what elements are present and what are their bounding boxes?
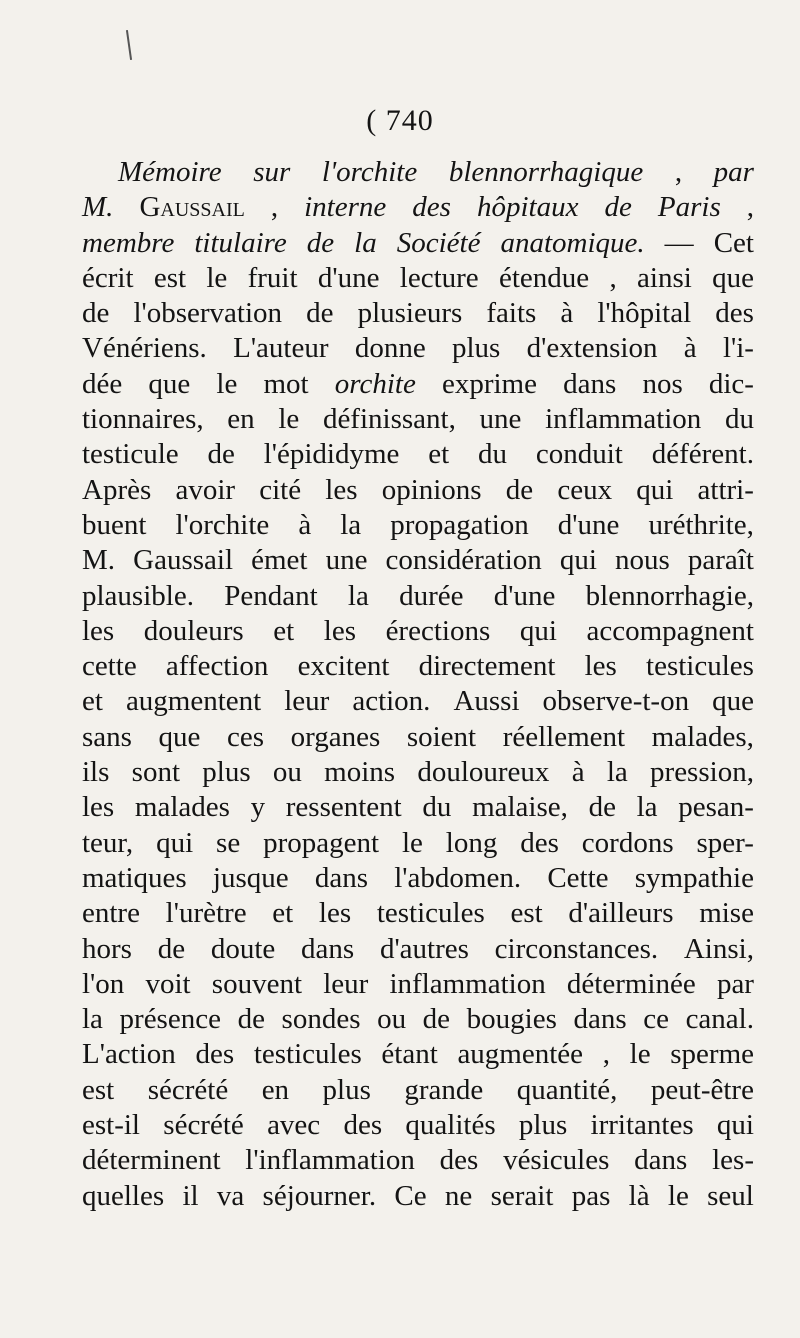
word: les xyxy=(325,473,358,506)
word: attri- xyxy=(697,473,754,506)
text-line xyxy=(82,1073,754,1108)
word: sécrété xyxy=(147,1073,229,1106)
word: les xyxy=(82,791,115,824)
word: des xyxy=(195,1038,235,1071)
word: l'inflammation xyxy=(245,1144,415,1177)
word: de xyxy=(82,297,110,330)
text-line xyxy=(82,826,754,861)
word: serait xyxy=(490,1179,554,1212)
word: le xyxy=(401,826,423,859)
word: sondes xyxy=(281,1003,361,1036)
word: l'urètre xyxy=(165,897,247,930)
word: dans xyxy=(563,367,617,400)
word: pas xyxy=(571,1179,611,1212)
word: et xyxy=(273,614,295,647)
word: ou xyxy=(272,756,302,789)
word: écrit xyxy=(82,261,134,294)
word: étendue xyxy=(498,261,590,294)
word: exprime xyxy=(441,367,537,400)
word: et xyxy=(272,897,294,930)
word: Société xyxy=(396,226,481,259)
word: Ce xyxy=(394,1179,427,1212)
text-line xyxy=(82,896,754,931)
word: augmentée xyxy=(457,1038,584,1071)
word: d'extension xyxy=(526,332,658,365)
word: l'hôpital xyxy=(597,297,692,330)
word: déterminée xyxy=(566,967,696,1000)
word: des xyxy=(520,826,559,859)
word: vésicules xyxy=(503,1144,610,1177)
text-line xyxy=(82,543,754,578)
word: la xyxy=(354,226,377,259)
word: par xyxy=(713,156,754,188)
word: sont xyxy=(131,756,181,789)
word: les xyxy=(584,650,617,683)
word: hors xyxy=(82,932,132,965)
word: ce xyxy=(643,1003,669,1036)
word: inflammation xyxy=(545,403,702,436)
word: testicules xyxy=(646,650,754,683)
word: sur xyxy=(253,156,291,188)
word: dic- xyxy=(708,367,754,400)
word: la xyxy=(340,508,362,541)
word: entre xyxy=(82,897,140,930)
word: ils xyxy=(82,756,110,789)
word: de xyxy=(207,438,235,471)
word: l'observation xyxy=(133,297,283,330)
word: accompagnent xyxy=(586,614,754,647)
word: bougies xyxy=(466,1003,557,1036)
word: ceux xyxy=(557,473,613,506)
word: d'autres xyxy=(379,932,469,965)
word: sperme xyxy=(670,1038,754,1071)
word: est xyxy=(510,897,543,930)
word: l'abdomen. xyxy=(394,861,522,894)
word: est xyxy=(82,1073,115,1106)
word: érections xyxy=(385,614,491,647)
word: l'orchite xyxy=(321,156,418,188)
text-line xyxy=(82,649,754,684)
word: de xyxy=(604,191,632,224)
word: de xyxy=(306,297,334,330)
word: est xyxy=(153,261,187,294)
text-line xyxy=(82,1037,754,1072)
word: en xyxy=(227,403,255,436)
text-line xyxy=(82,508,754,543)
word: qui xyxy=(156,826,194,859)
word: souvent xyxy=(211,967,303,1000)
text-line xyxy=(82,226,754,261)
word: du xyxy=(724,403,754,436)
word: Cet xyxy=(713,226,754,259)
word: Cette xyxy=(547,861,609,894)
text-line xyxy=(82,1179,754,1214)
word: que xyxy=(148,367,191,400)
word: le xyxy=(667,1179,689,1212)
word: le xyxy=(629,1038,651,1071)
word: peut-être xyxy=(650,1073,754,1106)
word: doute xyxy=(210,932,276,965)
word: propagent xyxy=(263,826,380,859)
word: sécrété xyxy=(163,1109,244,1142)
word: l'on xyxy=(82,967,125,1000)
word: la xyxy=(347,579,369,612)
word: la xyxy=(636,791,658,824)
word: testicules xyxy=(253,1038,362,1071)
text-line xyxy=(82,367,754,402)
word: que xyxy=(158,720,201,753)
word: nous xyxy=(615,544,670,577)
word: dans xyxy=(634,1144,688,1177)
word: tionnaires, xyxy=(82,403,204,436)
word: est-il xyxy=(82,1109,140,1142)
word: là xyxy=(628,1179,650,1212)
body-text xyxy=(82,155,754,1214)
word: présence xyxy=(119,1003,221,1036)
word: de xyxy=(588,791,616,824)
word: L'auteur xyxy=(233,332,329,365)
word: le xyxy=(216,367,238,400)
word: déférent. xyxy=(651,438,754,471)
word: plus xyxy=(322,1073,371,1106)
word: , xyxy=(746,191,754,224)
page-number: ( 740 xyxy=(366,104,434,137)
word: dée xyxy=(82,367,123,400)
word: membre xyxy=(82,226,175,259)
word: conduit xyxy=(535,438,623,471)
word: ne xyxy=(444,1179,473,1212)
word: orchite xyxy=(334,367,416,400)
word: de xyxy=(306,226,335,259)
word: séjourner. xyxy=(262,1179,377,1212)
word: douleurs xyxy=(143,614,244,647)
word: teur, xyxy=(82,826,134,859)
word: malades, xyxy=(651,720,754,753)
word: faits xyxy=(486,297,537,330)
word: l'épididyme xyxy=(263,438,400,471)
word: mise xyxy=(699,897,754,930)
text-line xyxy=(82,1002,754,1037)
word: qualités xyxy=(405,1109,496,1142)
word: M. xyxy=(82,191,114,224)
word: il xyxy=(182,1179,199,1212)
word: les xyxy=(318,897,352,930)
word: malades xyxy=(134,791,230,824)
word: à xyxy=(298,508,312,541)
word: canal. xyxy=(685,1003,754,1036)
word: d'une xyxy=(493,579,556,612)
word: l'orchite xyxy=(175,508,270,541)
word: des xyxy=(439,1144,479,1177)
word: qui xyxy=(716,1109,754,1142)
word: des xyxy=(343,1109,383,1142)
word: les- xyxy=(712,1144,754,1177)
word: d'une xyxy=(317,261,380,294)
word: circonstances. xyxy=(494,932,659,965)
word: réellement xyxy=(502,720,626,753)
word: sympathie xyxy=(634,861,754,894)
word: pression, xyxy=(650,756,754,789)
text-line xyxy=(82,614,754,649)
word: d'une xyxy=(557,508,620,541)
word: la xyxy=(82,1003,103,1036)
word: dans xyxy=(301,932,355,965)
word: cette xyxy=(82,650,137,683)
word: plus xyxy=(451,332,501,365)
word: moins xyxy=(324,756,396,789)
word: du xyxy=(422,791,452,824)
word: opinions xyxy=(381,473,482,506)
word: qui xyxy=(559,544,597,577)
word: d'ailleurs xyxy=(568,897,674,930)
margin-mark xyxy=(126,30,132,60)
word: leur xyxy=(284,685,330,718)
word: nos xyxy=(642,367,683,400)
word: plausible. xyxy=(82,579,194,612)
word: organes xyxy=(290,720,381,753)
word: étant xyxy=(381,1038,438,1071)
word: avec xyxy=(267,1109,321,1142)
word: sans xyxy=(82,720,132,753)
text-line xyxy=(82,190,754,225)
word: en xyxy=(261,1073,290,1106)
word: L'action xyxy=(82,1038,176,1071)
word: Gaussail xyxy=(139,191,245,224)
text-line xyxy=(82,261,754,296)
text-line xyxy=(82,932,754,967)
word: pesan- xyxy=(678,791,754,824)
word: malaise, xyxy=(472,791,568,824)
text-line xyxy=(82,684,754,719)
word: buent xyxy=(82,508,147,541)
word: par xyxy=(716,967,754,1000)
word: Mémoire xyxy=(118,156,222,188)
word: anatomique. xyxy=(500,226,645,259)
word: émet xyxy=(251,544,308,577)
word: titulaire xyxy=(194,226,287,259)
word: dans xyxy=(314,861,369,894)
word: jusque xyxy=(212,861,289,894)
word: mot xyxy=(263,367,309,400)
word: plus xyxy=(202,756,251,789)
word: des xyxy=(412,191,451,224)
word: la xyxy=(606,756,628,789)
word: donne xyxy=(354,332,426,365)
word: plus xyxy=(518,1109,568,1142)
text-line xyxy=(82,155,754,190)
word: qui xyxy=(636,473,674,506)
word: à xyxy=(560,297,574,330)
word: des xyxy=(715,297,754,330)
word: leur xyxy=(323,967,369,1000)
word: , xyxy=(674,156,683,188)
word: dans xyxy=(573,1003,627,1036)
word: douloureux xyxy=(417,756,550,789)
word: grande xyxy=(404,1073,484,1106)
word: durée xyxy=(399,579,464,612)
word: les xyxy=(82,614,115,647)
text-line xyxy=(82,473,754,508)
word: considération xyxy=(385,544,542,577)
word: se xyxy=(216,826,241,859)
word: les xyxy=(323,614,356,647)
word: cité xyxy=(259,473,302,506)
word: avoir xyxy=(175,473,236,506)
word: voit xyxy=(145,967,191,1000)
word: une xyxy=(325,544,368,577)
word: Ainsi, xyxy=(683,932,754,965)
word: Aussi xyxy=(453,685,520,718)
word: interne xyxy=(304,191,387,224)
word: à xyxy=(571,756,585,789)
word: excitent xyxy=(297,650,390,683)
text-line xyxy=(82,296,754,331)
text-line xyxy=(82,755,754,790)
word: propagation xyxy=(390,508,529,541)
word: quantité, xyxy=(516,1073,618,1106)
word: sper- xyxy=(696,826,754,859)
text-line xyxy=(82,331,754,366)
word: Gaussail xyxy=(133,544,234,577)
word: affection xyxy=(165,650,269,683)
word: ces xyxy=(226,720,265,753)
word: , xyxy=(602,1038,610,1071)
word: cordons xyxy=(581,826,674,859)
word: seul xyxy=(707,1179,754,1212)
word: long xyxy=(445,826,498,859)
word: le xyxy=(206,261,228,294)
word: action. xyxy=(352,685,431,718)
text-line xyxy=(82,720,754,755)
word: blennorrhagique xyxy=(448,156,644,188)
text-line xyxy=(82,579,754,614)
word: et xyxy=(82,685,103,718)
word: paraît xyxy=(687,544,754,577)
word: de xyxy=(157,932,186,965)
text-line xyxy=(82,437,754,472)
word: l'i- xyxy=(722,332,754,365)
word: de xyxy=(505,473,534,506)
word: va xyxy=(216,1179,245,1212)
word: inflammation xyxy=(389,967,546,1000)
word: à xyxy=(683,332,697,365)
word: — xyxy=(664,226,694,259)
word: , xyxy=(609,261,617,294)
word: Vénériens. xyxy=(82,332,207,365)
word: une xyxy=(479,403,522,436)
word: qui xyxy=(519,614,557,647)
word: uréthrite, xyxy=(648,508,754,541)
word: que xyxy=(712,685,754,718)
word: de xyxy=(422,1003,451,1036)
word: le xyxy=(278,403,300,436)
word: que xyxy=(712,261,754,294)
word: Paris xyxy=(657,191,721,224)
word: augmentent xyxy=(125,685,262,718)
text-line xyxy=(82,1108,754,1143)
word: déterminent xyxy=(82,1144,221,1177)
word: plusieurs xyxy=(357,297,463,330)
word: blennorrhagie, xyxy=(585,579,754,612)
word: définissant, xyxy=(322,403,456,436)
word: ou xyxy=(377,1003,407,1036)
text-line xyxy=(82,402,754,437)
text-line xyxy=(82,790,754,825)
word: du xyxy=(478,438,508,471)
word: hôpitaux xyxy=(476,191,579,224)
word: , xyxy=(270,191,279,224)
text-line xyxy=(82,967,754,1002)
word: y xyxy=(250,791,266,824)
word: ainsi xyxy=(637,261,692,294)
text-line xyxy=(82,861,754,896)
word: de xyxy=(237,1003,265,1036)
word: Pendant xyxy=(224,579,318,612)
word: lecture xyxy=(399,261,479,294)
word: fruit xyxy=(247,261,298,294)
word: Après xyxy=(82,473,152,506)
word: observe-t-on xyxy=(542,685,690,718)
word: soient xyxy=(406,720,477,753)
word: quelles xyxy=(82,1179,165,1212)
word: testicules xyxy=(376,897,485,930)
word: matiques xyxy=(82,861,187,894)
text-line xyxy=(82,1143,754,1178)
word: M. xyxy=(82,544,116,577)
word: directement xyxy=(418,650,556,683)
word: ressentent xyxy=(285,791,402,824)
word: irritantes xyxy=(590,1109,694,1142)
word: testicule xyxy=(82,438,179,471)
word: et xyxy=(428,438,450,471)
